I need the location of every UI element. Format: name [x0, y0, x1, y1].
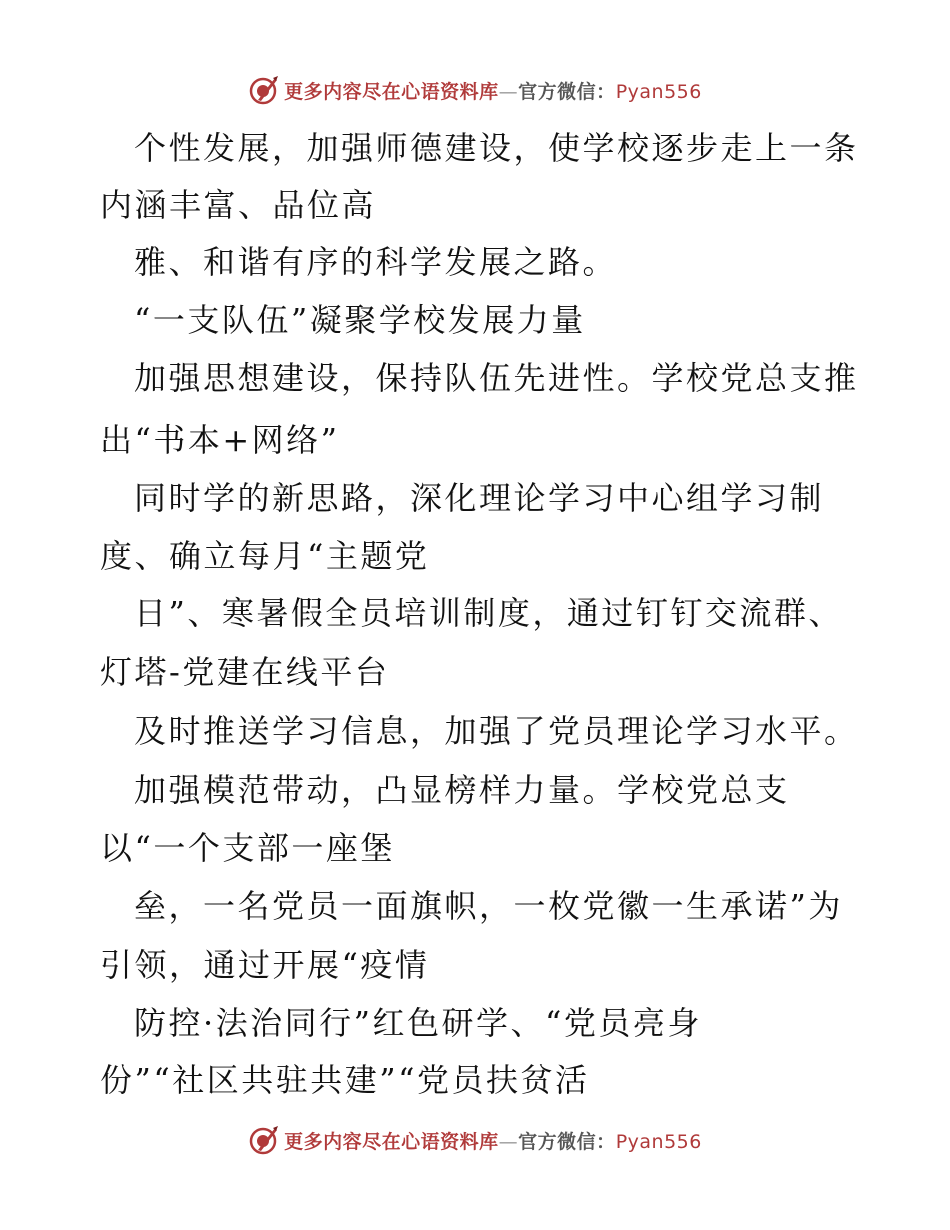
text-line: 雅、和谐有序的科学发展之路。: [134, 243, 618, 281]
watermark-text: [284, 1127, 702, 1154]
text-line: 引领，通过开展“疫情: [100, 946, 430, 984]
text-line: 加强模范带动，凸显榜样力量。学校党总支: [134, 771, 790, 809]
text-line: 度、确立每月“主题党: [100, 537, 430, 575]
watermark-wechat-id: Pyan556: [615, 80, 702, 103]
text-line: 出“书本+网络”: [100, 421, 340, 459]
text-line: 日”、寒暑假全员培训制度，通过钉钉交流群、: [134, 594, 843, 632]
text-line: “一支队伍”凝聚学校发展力量: [134, 301, 586, 339]
watermark-separator: —: [498, 80, 519, 103]
watermark-wechat-label: 官方微信：: [518, 1130, 616, 1153]
text-line: 灯塔-党建在线平台: [100, 653, 390, 691]
text-line: 个性发展，加强师德建设，使学校逐步走上一条: [134, 129, 859, 167]
watermark-brand: 更多内容尽在心语资料库: [284, 80, 499, 103]
footer-watermark: [0, 1120, 950, 1160]
quill-seal-icon: [248, 74, 280, 106]
watermark-brand: 更多内容尽在心语资料库: [284, 1130, 499, 1153]
text-line: 份”“社区共驻共建”“党员扶贫活: [100, 1061, 590, 1099]
text-line: 加强思想建设，保持队伍先进性。学校党总支推: [134, 359, 859, 397]
header-watermark: [0, 70, 950, 110]
watermark-wechat-label: 官方微信：: [518, 80, 616, 103]
watermark-separator: —: [498, 1130, 519, 1153]
text-line: 内涵丰富、品位高: [100, 186, 377, 224]
text-line: 以“一个支部一座堡: [100, 829, 395, 867]
watermark-text: [284, 77, 702, 104]
text-line: 防控·法治同行”红色研学、“党员亮身: [134, 1004, 702, 1042]
watermark-wechat-id: Pyan556: [615, 1130, 702, 1153]
text-line: 及时推送学习信息，加强了党员理论学习水平。: [134, 712, 859, 750]
text-line: 同时学的新思路，深化理论学习中心组学习制: [134, 479, 825, 517]
text-line: 垒，一名党员一面旗帜，一枚党徽一生承诺”为: [134, 887, 843, 925]
quill-seal-icon: [248, 1124, 280, 1156]
